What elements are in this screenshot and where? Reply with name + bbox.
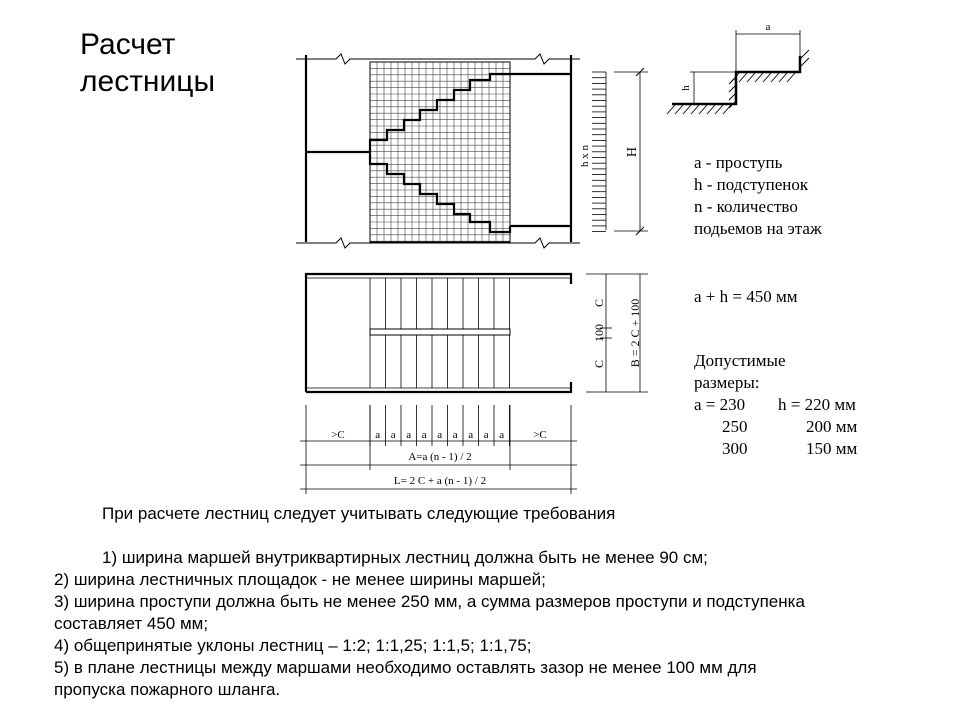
requirements-intro: При расчете лестниц следует учитывать следующие требования <box>102 504 616 523</box>
legend-h: h - подступенок <box>694 175 809 194</box>
hatch-stroke <box>739 73 747 82</box>
title-line-1: Расчет <box>80 28 176 61</box>
tread-a-label: a <box>406 429 412 441</box>
tread-a-label: a <box>375 429 381 441</box>
legend-a: a - проступь <box>694 153 783 172</box>
tread-a-label: a <box>437 429 443 441</box>
hxn-label: h x n <box>579 145 591 167</box>
requirement-item: 5) в плане лестницы между маршами необходимо оставлять зазор не менее 100 мм для <box>54 658 757 677</box>
tread-a-label: a <box>390 429 396 441</box>
requirement-item: составляет 450 мм; <box>54 614 209 633</box>
allowed-a: a = 230 <box>694 395 746 414</box>
hatch-stroke <box>723 105 731 114</box>
plan-wall-bottom <box>306 382 571 392</box>
plan-handrail <box>370 329 510 335</box>
allowed-h: 150 мм <box>806 439 858 458</box>
hatch-stroke <box>763 73 771 82</box>
legend-n-1: n - количество <box>694 197 798 216</box>
dim-gtC-left: >C <box>331 429 345 441</box>
hatch-stroke <box>787 73 795 82</box>
hatch-stroke <box>699 105 707 114</box>
hatch-stroke <box>691 105 699 114</box>
requirements <box>54 503 934 701</box>
tread-a-label: a <box>483 429 489 441</box>
hatch-stroke <box>667 105 675 114</box>
requirement-item: 2) ширина лестничных площадок - не менее ширины маршей; <box>54 570 546 589</box>
title-line-2: лестницы <box>80 65 215 98</box>
step-profile <box>667 21 809 114</box>
allowed-heading-2: размеры: <box>694 373 760 392</box>
tread-a-label: a <box>421 429 427 441</box>
plan-100-label: 100 <box>592 324 606 342</box>
hatch-stroke <box>747 73 755 82</box>
tread-labels <box>375 429 504 441</box>
legend-n-2: подьемов на этаж <box>694 219 822 238</box>
requirement-item: 4) общепринятые уклоны лестниц – 1:2; 1:1,25; 1:1,5; 1:1,75; <box>54 636 532 655</box>
dim-L-label: L= 2 C + a (n - 1) / 2 <box>393 475 487 487</box>
plan-C-top-label: C <box>592 298 606 308</box>
dim-A-label: A=a (n - 1) / 2 <box>408 451 472 463</box>
tread-a-label: a <box>499 429 505 441</box>
allowed-heading-1: Допустимые <box>694 351 786 370</box>
hatch-stroke <box>675 105 683 114</box>
hatch-stroke <box>683 105 691 114</box>
a-label: a <box>765 21 771 33</box>
hatch-stroke <box>707 105 715 114</box>
requirement-item: 3) ширина проступи должна быть не менее 250 мм, а сумма размеров проступи и подступенка <box>54 592 805 611</box>
legend-block <box>694 152 822 240</box>
allowed-a: 300 <box>722 439 748 458</box>
H-label: H <box>625 146 640 158</box>
masonry-grid <box>370 62 510 242</box>
requirement-item: пропуска пожарного шланга. <box>54 680 281 699</box>
allowed-h: h = 220 мм <box>778 395 856 414</box>
stair-section <box>296 54 648 248</box>
allowed-row <box>694 394 856 416</box>
hatch-stroke <box>801 58 809 66</box>
section-break-bottom <box>296 238 580 248</box>
stair-plan <box>306 274 648 392</box>
allowed-row <box>694 416 858 438</box>
allowed-h: 200 мм <box>806 417 858 436</box>
legend-formula: a + h = 450 мм <box>694 287 798 306</box>
requirement-item: 1) ширина маршей внутриквартирных лестниц должна быть не менее 90 см; <box>102 548 708 567</box>
allowed-row <box>694 438 858 460</box>
hatch-stroke <box>779 73 787 82</box>
B-label: B = 2 C + 100 <box>628 298 642 368</box>
hatch-stroke <box>771 73 779 82</box>
hatch-stroke <box>755 73 763 82</box>
dimension-chains <box>300 405 577 494</box>
dim-gtC-right: >C <box>533 429 547 441</box>
allowed-a: 250 <box>722 417 748 436</box>
plan-C-bottom-label: C <box>592 359 606 369</box>
hatch-stroke <box>715 105 723 114</box>
riser-ticks <box>592 72 606 232</box>
tread-a-label: a <box>452 429 458 441</box>
h-label: h <box>680 85 692 91</box>
tread-a-label: a <box>468 429 474 441</box>
hatch-stroke <box>801 50 809 58</box>
allowed-sizes <box>694 350 858 460</box>
